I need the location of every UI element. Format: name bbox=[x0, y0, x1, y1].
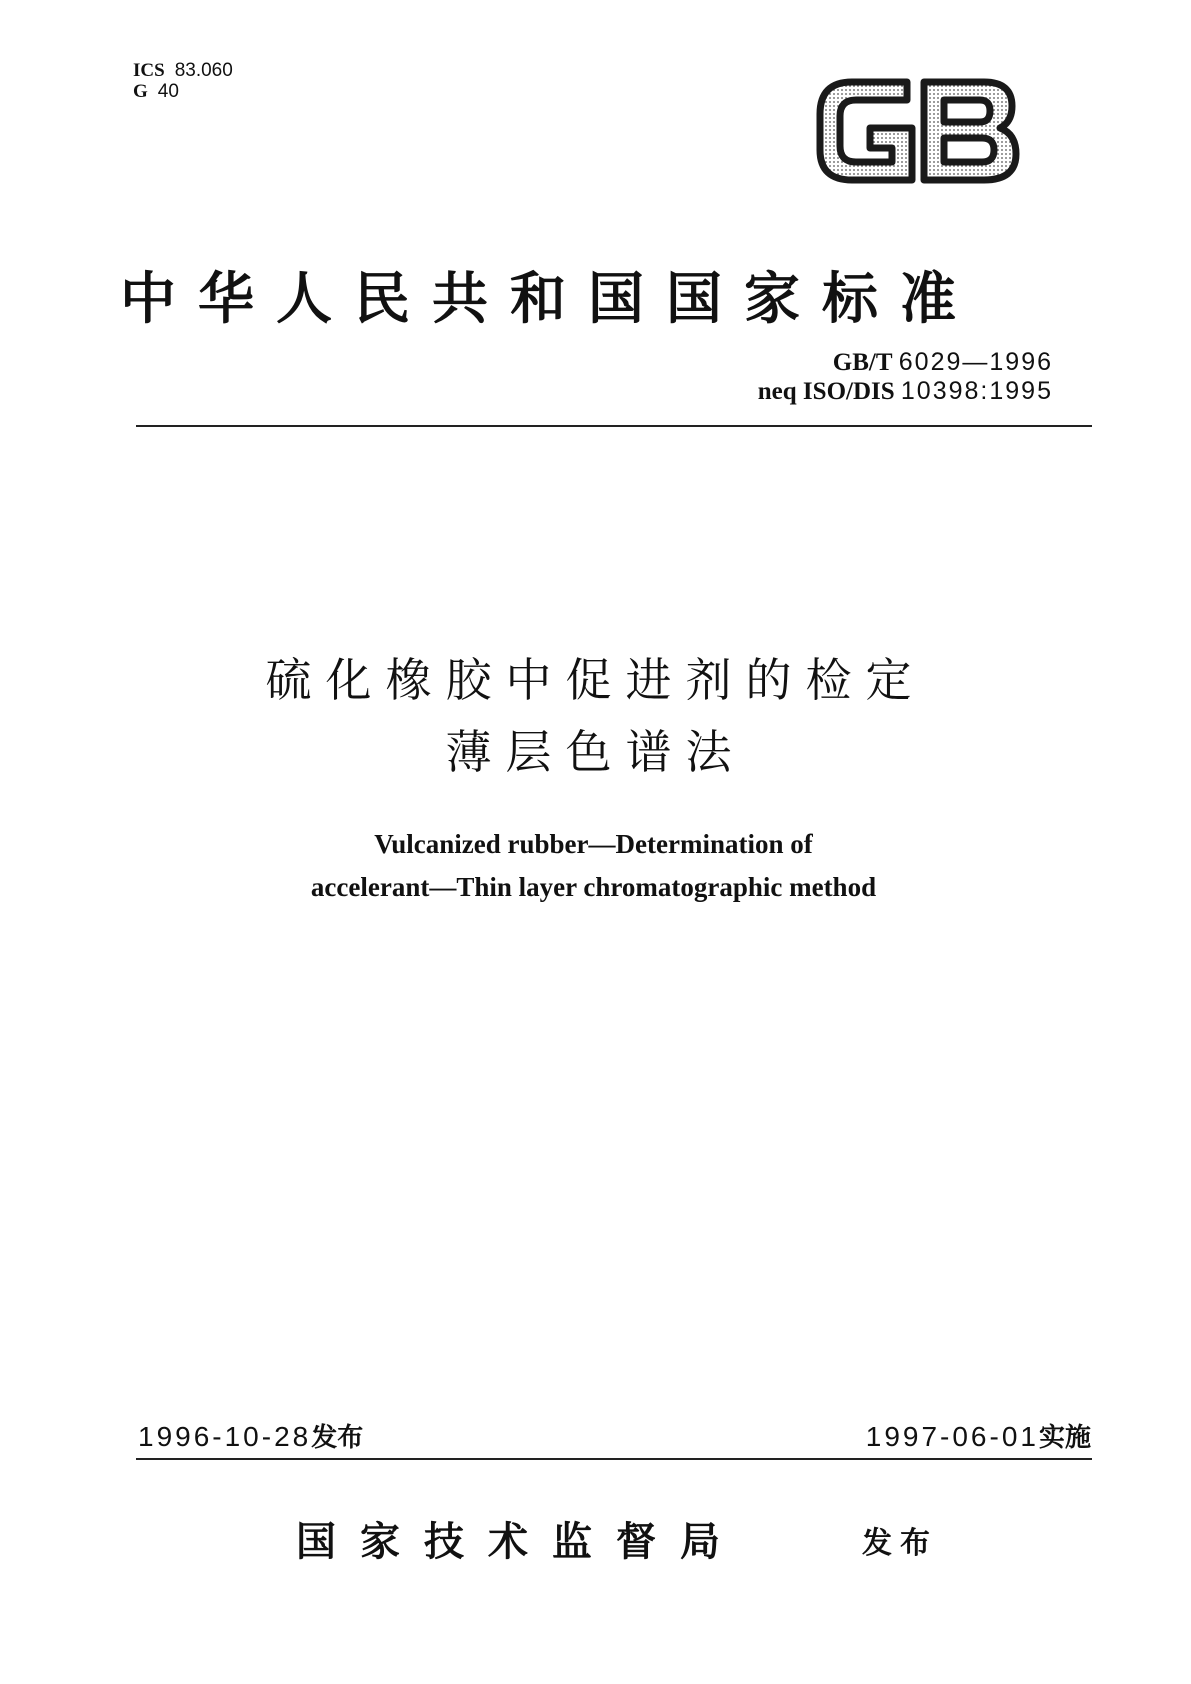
effective-date-value: 1997-06-01 bbox=[865, 1421, 1039, 1452]
effective-date bbox=[866, 1417, 1091, 1454]
bottom-divider bbox=[136, 1458, 1092, 1460]
standard-prefix: GB/T bbox=[832, 349, 893, 376]
effective-date-label: 实施 bbox=[1038, 1423, 1091, 1453]
issue-date-label: 发布 bbox=[311, 1423, 364, 1453]
equivalent-prefix: neq ISO/DIS bbox=[757, 378, 895, 405]
english-title-line-1: Vulcanized rubber—Determination of bbox=[374, 829, 813, 859]
issue-date-value: 1996-10-28 bbox=[138, 1421, 312, 1452]
chinese-title-line-1: 硫化橡胶中促进剂的检定 bbox=[265, 653, 926, 707]
issue-date bbox=[138, 1417, 363, 1454]
gb-logo-icon bbox=[812, 72, 1024, 190]
g-label: G bbox=[133, 81, 148, 102]
ics-row bbox=[133, 60, 233, 81]
publisher-name: 国家技术监督局 bbox=[296, 1518, 744, 1565]
g-row bbox=[133, 81, 233, 102]
publisher-action: 发布 bbox=[862, 1526, 938, 1561]
standard-code: 6029—1996 bbox=[898, 348, 1053, 376]
equivalent-standard bbox=[758, 377, 1053, 406]
ics-value: 83.060 bbox=[174, 60, 233, 81]
standard-number-block bbox=[758, 348, 1053, 406]
equivalent-code: 10398:1995 bbox=[900, 377, 1053, 405]
english-title-line-2: accelerant—Thin layer chromatographic method bbox=[310, 872, 877, 902]
standard-number bbox=[758, 348, 1053, 377]
national-standard-title: 中华人民共和国国家标准 bbox=[120, 266, 978, 332]
ics-label: ICS bbox=[133, 60, 165, 81]
g-value: 40 bbox=[157, 81, 179, 102]
classification-codes bbox=[133, 60, 233, 102]
top-divider bbox=[136, 425, 1092, 427]
chinese-title-line-2: 薄层色谱法 bbox=[445, 725, 746, 779]
